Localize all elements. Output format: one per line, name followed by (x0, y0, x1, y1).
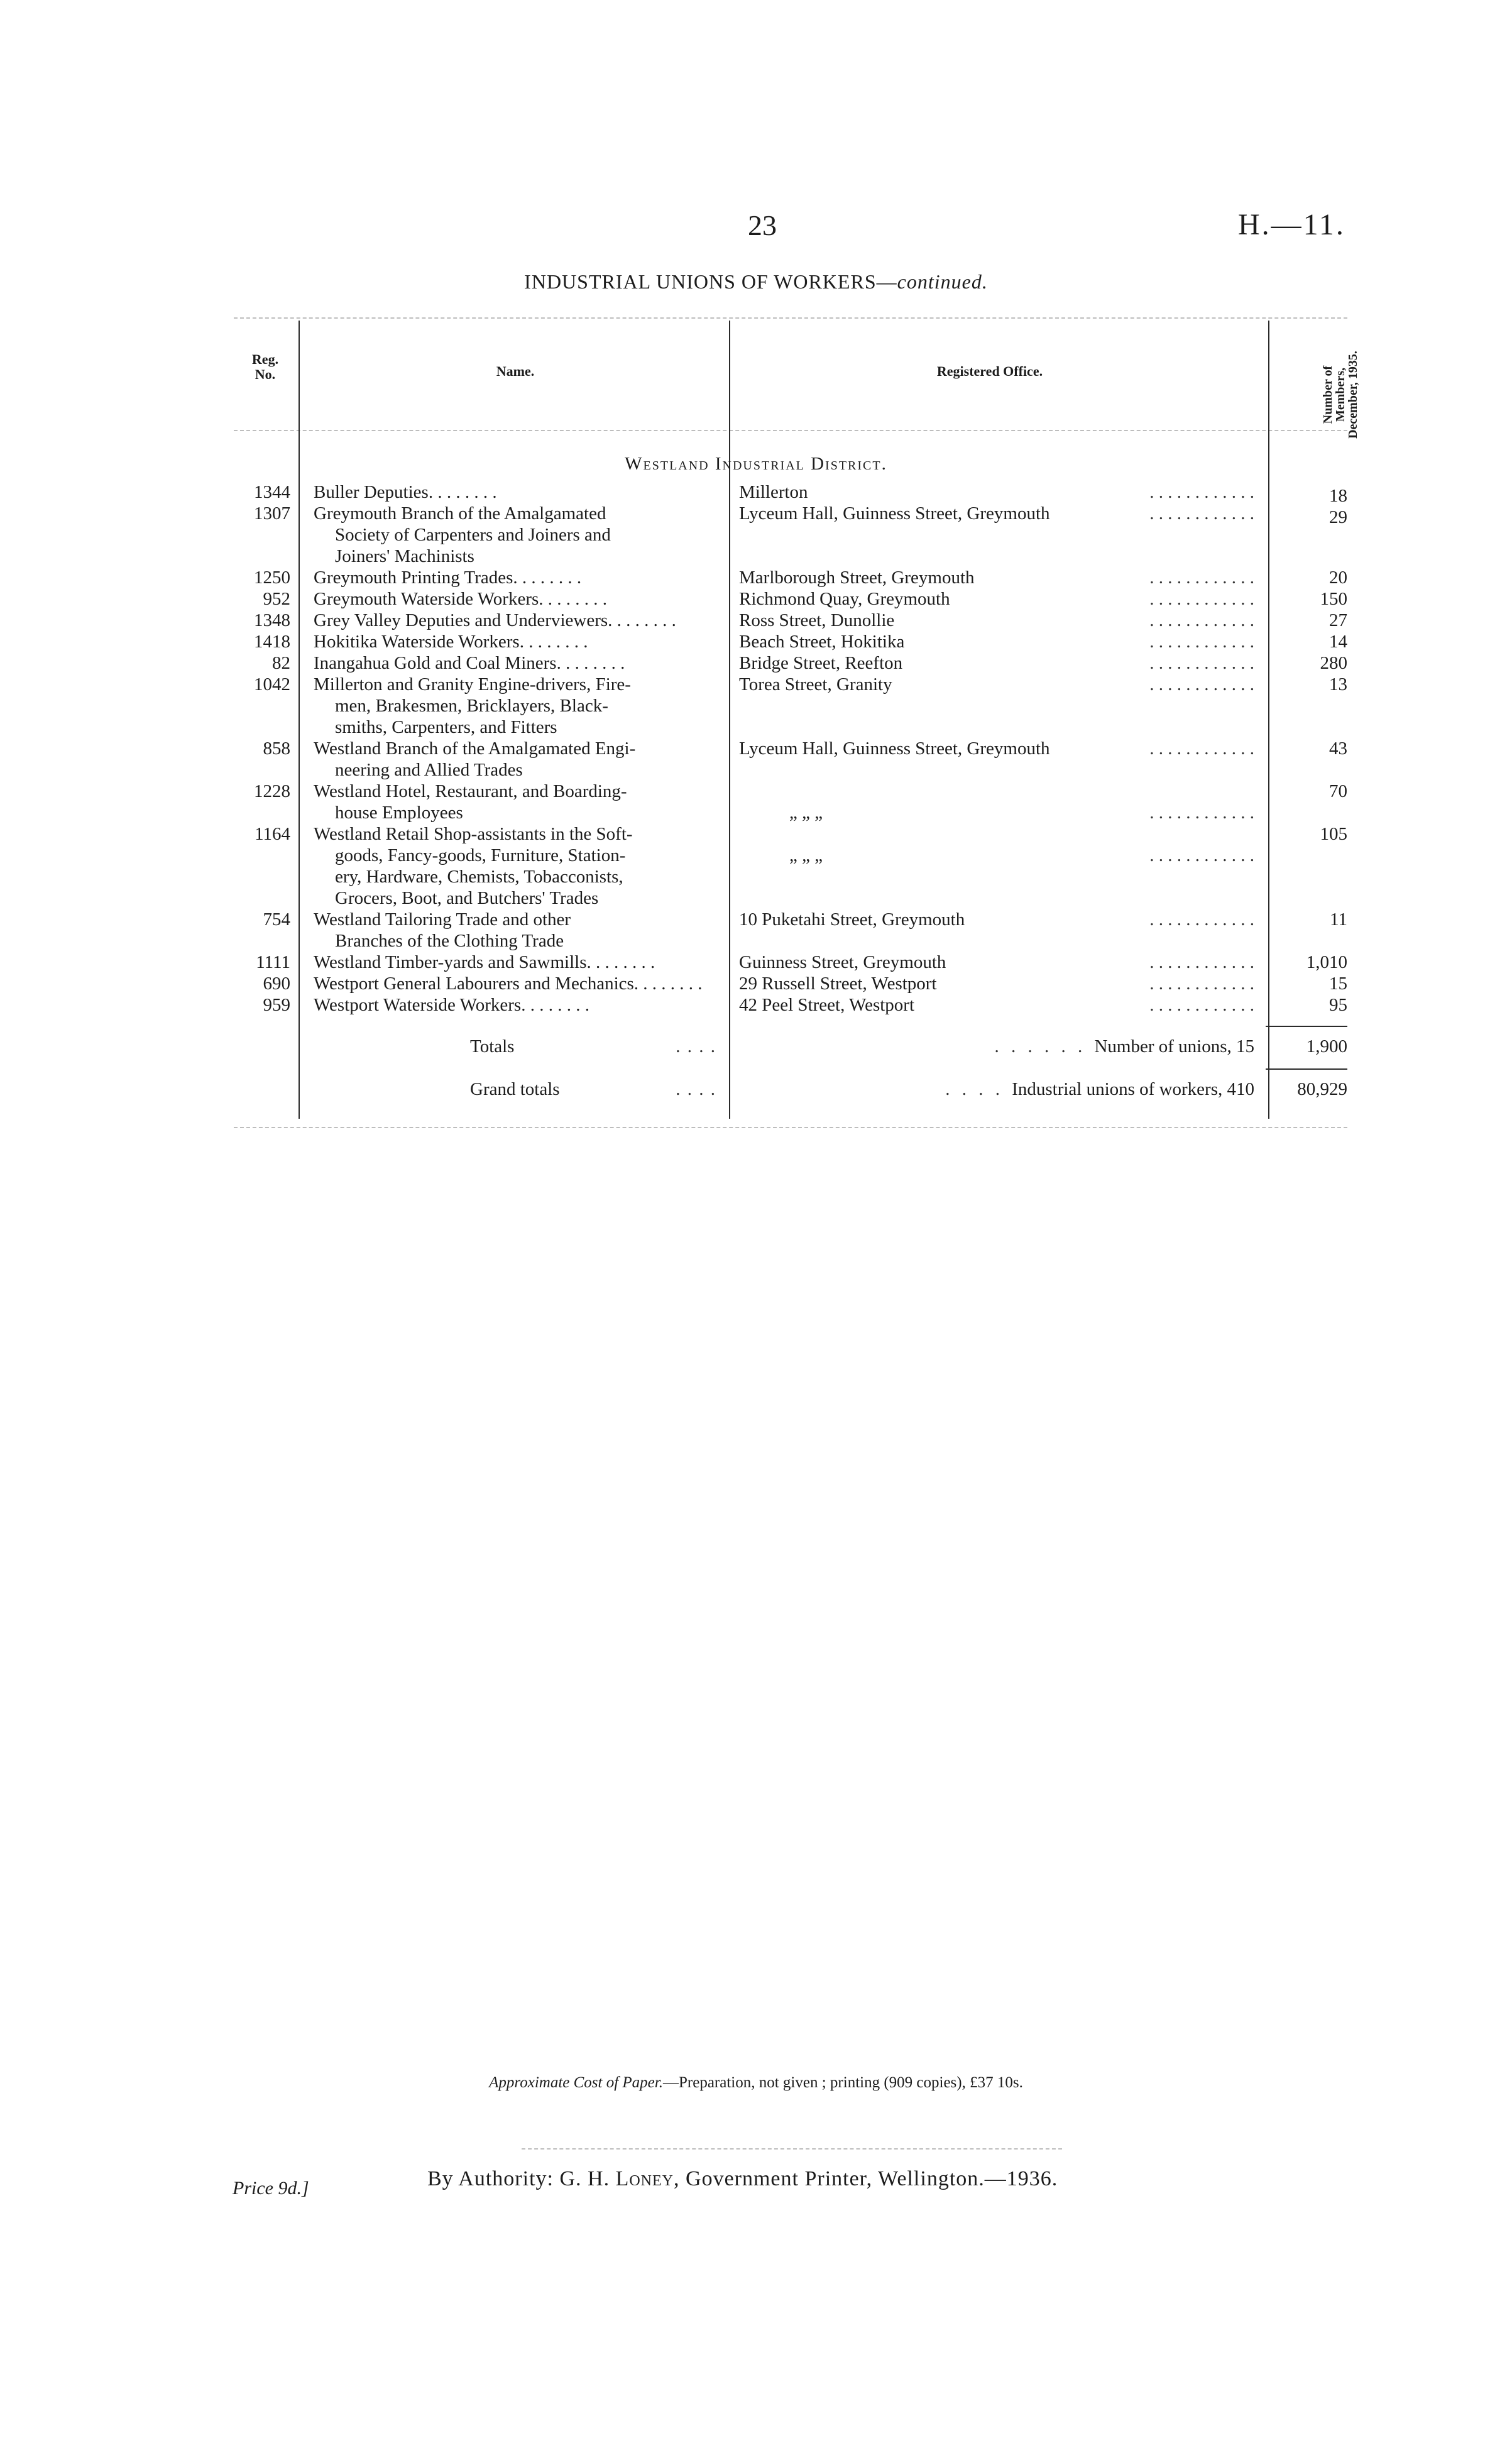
price: Price 9d.] (233, 2178, 309, 2199)
office-text: Guinness Street, Greymouth (739, 952, 946, 972)
leader-dots: . . . . . . . . (428, 482, 497, 502)
union-name (314, 503, 716, 567)
registered-office (739, 674, 1254, 695)
footer-rule (522, 2148, 1062, 2150)
union-name-text: Grey Valley Deputies and Underviewers (314, 610, 608, 630)
union-name-line: Millerton and Granity Engine-drivers, Fire- (314, 674, 631, 695)
union-name-line: Society of Carpenters and Joiners and (335, 525, 611, 545)
leader-dots: . . . . . . . . . . . . (1149, 974, 1254, 994)
union-name-line (314, 652, 716, 674)
union-name (314, 588, 716, 610)
union-name (314, 909, 716, 952)
leader-dots: . . . . . . . . . . . . (1149, 482, 1254, 502)
union-name-line (314, 631, 716, 652)
reg-no: 1042 (254, 674, 290, 695)
office-text: „ „ „ (789, 803, 823, 823)
member-count: 43 (1329, 739, 1347, 759)
member-count: 14 (1329, 632, 1347, 652)
union-name (314, 631, 716, 652)
reg-no: 1418 (254, 632, 290, 652)
cost-text: —Preparation, not given ; printing (909 copies), £37 10s. (663, 2074, 1023, 2091)
member-count: 18 (1329, 486, 1347, 506)
office-text: Lyceum Hall, Guinness Street, Greymouth (739, 739, 1050, 759)
office-text: Millerton (739, 482, 808, 502)
registered-office (739, 973, 1254, 994)
member-count: 150 (1320, 589, 1347, 609)
leader-dots: . . . . . . . . . . . . (1149, 674, 1254, 695)
registered-office (739, 567, 1254, 588)
cost-label: Approximate Cost of Paper. (489, 2074, 663, 2091)
registered-office (739, 610, 1254, 631)
leader-dots: . . . . . . . . . . . . (1149, 803, 1254, 823)
union-name-line: Westland Retail Shop-assistants in the Soft- (314, 824, 633, 844)
leader-dots: . . . . . . . . . . . . (1149, 568, 1254, 588)
office-text: Richmond Quay, Greymouth (739, 589, 950, 609)
authority-name: Loney (615, 2167, 674, 2190)
registered-office (739, 952, 1254, 973)
leader-dots: . . . . (676, 1079, 716, 1099)
office-text: Lyceum Hall, Guinness Street, Greymouth (739, 503, 1050, 524)
union-name (314, 481, 716, 503)
member-count: 20 (1329, 568, 1347, 588)
union-name (314, 652, 716, 674)
totals-rule (1266, 1026, 1347, 1027)
authority-suffix: , Government Printer, Wellington.—1936. (674, 2167, 1058, 2190)
union-name-line: neering and Allied Trades (335, 760, 523, 780)
reg-no: 1111 (256, 952, 290, 972)
document-reference: H.—11. (1238, 208, 1345, 241)
reg-header-line1: Reg. (251, 351, 279, 367)
office-text: 29 Russell Street, Westport (739, 974, 937, 994)
union-name-line: Joiners' Machinists (335, 546, 474, 566)
office-text: Beach Street, Hokitika (739, 632, 905, 652)
reg-no: 858 (263, 739, 290, 759)
leader-dots: . . . . . . . . (539, 589, 608, 609)
leader-dots: . . . . . . . . . . . . (1149, 909, 1254, 930)
union-name (314, 738, 716, 781)
registered-office (739, 588, 1254, 610)
member-count: 1,010 (1306, 952, 1347, 972)
registered-office (739, 738, 1254, 759)
leader-dots: . . . . (676, 1036, 716, 1057)
union-name (314, 674, 716, 738)
union-name-line: Branches of the Clothing Trade (335, 931, 564, 951)
registered-office (739, 631, 1254, 652)
union-name-text: Westport General Labourers and Mechanics (314, 974, 634, 994)
union-name (314, 610, 716, 631)
grand-totals-office-text: Industrial unions of workers, 410 (1012, 1079, 1254, 1099)
registered-office (739, 481, 1254, 503)
office-text: Ross Street, Dunollie (739, 610, 895, 630)
union-name-line: Greymouth Branch of the Amalgamated (314, 503, 606, 524)
reg-no: 1164 (255, 824, 290, 844)
office-text: 42 Peel Street, Westport (739, 995, 915, 1015)
reg-no: 1348 (254, 610, 290, 630)
member-count: 280 (1320, 653, 1347, 673)
reg-no: 952 (263, 589, 290, 609)
union-name-line (314, 610, 716, 631)
union-name-line: ery, Hardware, Chemists, Tobacconists, (335, 867, 623, 887)
reg-no: 82 (272, 653, 290, 673)
member-count: 70 (1329, 781, 1347, 801)
union-name (314, 973, 716, 994)
union-name-line: smiths, Carpenters, and Fitters (335, 717, 557, 737)
union-name-line (314, 481, 716, 503)
union-name-text: Inangahua Gold and Coal Miners (314, 653, 557, 673)
column-header-office: Registered Office. (936, 363, 1043, 379)
leader-dots: . . . . (945, 1079, 1012, 1099)
grand-totals-members: 80,929 (1297, 1079, 1347, 1099)
union-name (314, 567, 716, 588)
union-name-line: Grocers, Boot, and Butchers' Trades (335, 888, 599, 908)
reg-no: 1250 (254, 568, 290, 588)
union-name-text: Westland Timber-yards and Sawmills (314, 952, 587, 972)
union-name-line (314, 973, 716, 994)
office-text: Marlborough Street, Greymouth (739, 568, 975, 588)
grand-totals-label-cell (470, 1079, 716, 1100)
title-continued: continued. (897, 270, 988, 293)
office-text: Bridge Street, Reefton (739, 653, 903, 673)
leader-dots: . . . . . . (994, 1036, 1095, 1057)
page-title (0, 270, 1512, 294)
totals-members: 1,900 (1306, 1036, 1347, 1057)
district-heading: Westland Industrial District. (625, 454, 887, 474)
reg-no: 1344 (254, 482, 290, 502)
leader-dots: . . . . . . . . (521, 995, 589, 1015)
table-bottom-rule (234, 1127, 1347, 1128)
reg-no: 1307 (254, 503, 290, 524)
leader-dots: . . . . . . . . (519, 632, 588, 652)
office-text: „ „ „ (789, 845, 823, 865)
cost-of-paper (0, 2074, 1512, 2092)
leader-dots: . . . . . . . . (513, 568, 582, 588)
union-name (314, 994, 716, 1016)
union-name-line: goods, Fancy-goods, Furniture, Station- (335, 845, 626, 865)
grand-totals-label: Grand totals (470, 1079, 560, 1099)
member-count: 27 (1329, 610, 1347, 630)
registered-office (739, 802, 1254, 823)
union-name-line: house Employees (335, 803, 463, 823)
union-name-text: Westport Waterside Workers (314, 995, 522, 1015)
page-number: 23 (748, 209, 777, 241)
union-name-line (314, 567, 716, 588)
column-divider-name (729, 321, 730, 1119)
office-text: 10 Puketahi Street, Greymouth (739, 909, 965, 930)
title-main: INDUSTRIAL UNIONS OF WORKERS— (524, 270, 897, 293)
union-name-text: Greymouth Waterside Workers (314, 589, 539, 609)
union-name-line: Westland Hotel, Restaurant, and Boarding- (314, 781, 627, 801)
column-header-name: Name. (496, 363, 535, 379)
totals-label: Totals (470, 1036, 515, 1057)
leader-dots: . . . . . . . . . . . . (1149, 632, 1254, 652)
leader-dots: . . . . . . . . . . . . (1149, 995, 1254, 1015)
leader-dots: . . . . . . . . . . . . (1149, 653, 1254, 673)
union-name (314, 823, 716, 909)
leader-dots: . . . . . . . . . . . . (1149, 952, 1254, 972)
member-count: 29 (1329, 507, 1347, 527)
authority-prefix: By Authority: G. H. (427, 2167, 616, 2190)
union-name-text: Buller Deputies (314, 482, 429, 502)
registered-office (739, 994, 1254, 1016)
table-top-rule (234, 317, 1347, 319)
reg-no: 1228 (254, 781, 290, 801)
leader-dots: . . . . . . . . (586, 952, 655, 972)
union-name-line (314, 994, 716, 1016)
registered-office (739, 909, 1254, 930)
union-name-line: men, Brakesmen, Bricklayers, Black- (335, 696, 608, 716)
reg-no: 754 (263, 909, 290, 930)
leader-dots: . . . . . . . . . . . . (1149, 739, 1254, 759)
totals-office-text: Number of unions, 15 (1094, 1036, 1254, 1057)
union-name (314, 781, 716, 823)
registered-office (739, 652, 1254, 674)
union-name-text: Hokitika Waterside Workers (314, 632, 520, 652)
member-count: 105 (1320, 824, 1347, 844)
column-header-reg-no (240, 352, 290, 382)
leader-dots: . . . . . . . . . . . . (1149, 503, 1254, 524)
leader-dots: . . . . . . . . . . . . (1149, 589, 1254, 609)
registered-office (739, 503, 1254, 524)
header-bottom-rule (234, 430, 1347, 431)
leader-dots: . . . . . . . . (556, 653, 625, 673)
printer-authority (427, 2167, 1058, 2191)
union-name-line (314, 588, 716, 610)
union-name-line (314, 952, 716, 973)
registered-office (739, 845, 1254, 866)
totals-label-cell (470, 1036, 716, 1057)
reg-no: 690 (263, 974, 290, 994)
grand-totals-rule (1266, 1068, 1347, 1070)
column-divider-reg (299, 321, 300, 1119)
leader-dots: . . . . . . . . . . . . (1149, 610, 1254, 630)
reg-no: 959 (263, 995, 290, 1015)
member-count: 13 (1329, 674, 1347, 695)
totals-office-cell (739, 1036, 1254, 1057)
union-name-text: Greymouth Printing Trades (314, 568, 513, 588)
leader-dots: . . . . . . . . (633, 974, 703, 994)
reg-header-line2: No. (255, 366, 276, 382)
office-text: Torea Street, Granity (739, 674, 892, 695)
member-count: 15 (1329, 974, 1347, 994)
member-count: 95 (1329, 995, 1347, 1015)
leader-dots: . . . . . . . . (608, 610, 676, 630)
union-name-line: Westland Branch of the Amalgamated Engi- (314, 739, 636, 759)
member-count: 11 (1330, 909, 1347, 930)
union-name (314, 952, 716, 973)
grand-totals-office-cell (739, 1079, 1254, 1100)
union-name-line: Westland Tailoring Trade and other (314, 909, 571, 930)
column-header-members: Number of Members, December, 1935. (1321, 351, 1360, 439)
leader-dots: . . . . . . . . . . . . (1149, 845, 1254, 865)
